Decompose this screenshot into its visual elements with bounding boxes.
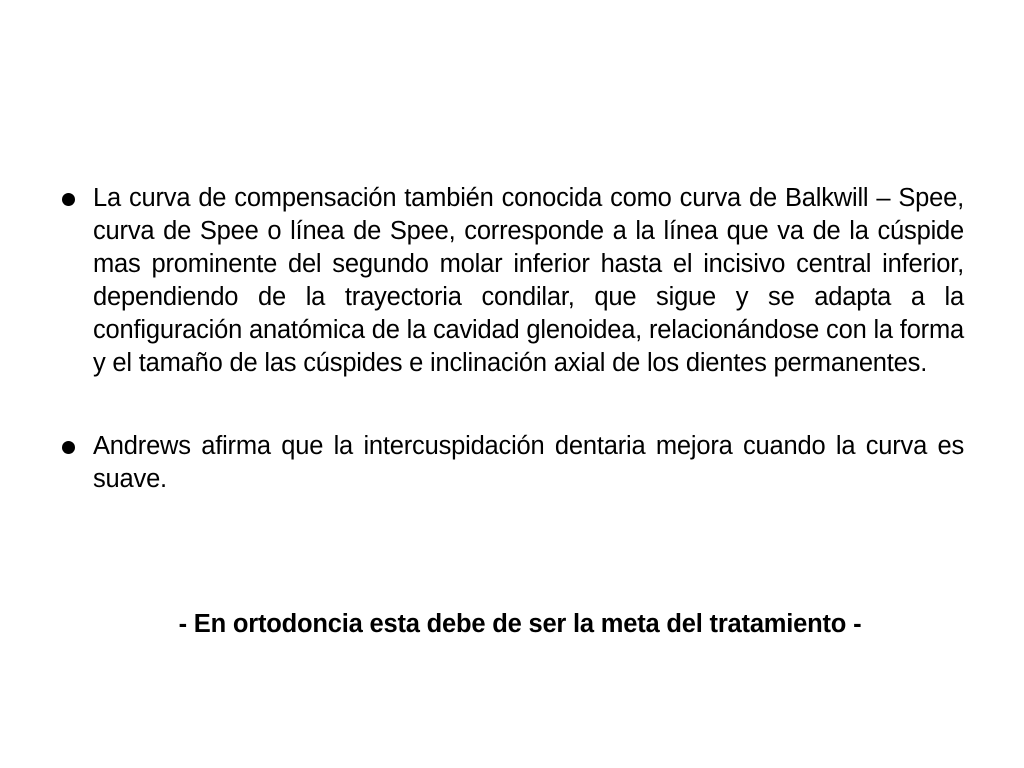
bullet-dot-icon: [62, 193, 75, 206]
bullet-item-curve-definition: [60, 182, 964, 380]
slide-tagline: - En ortodoncia esta debe de ser la meta del tratamiento -: [178, 610, 862, 638]
bullet-list: [60, 182, 964, 496]
bullet-text: Andrews afirma que la intercuspidación dentaria mejora cuando la curva es suave.: [93, 432, 964, 493]
bullet-text: La curva de compensación también conocida como curva de Balkwill – Spee, curva de Spee o línea de Spee, corresponde a la línea que va de la cúspide mas prominente del segundo molar inferior hasta el incisivo central inferior, dependiendo de la trayectoria condilar, que sigue y se adapta a la configuración anatómica de la cavidad glenoidea, relacionándose con la forma y el tamaño de las cúspides e inclinación axial de los dientes permanentes.: [93, 184, 964, 377]
bullet-dot-icon: [62, 441, 75, 454]
bullet-item-andrews: [60, 430, 964, 496]
